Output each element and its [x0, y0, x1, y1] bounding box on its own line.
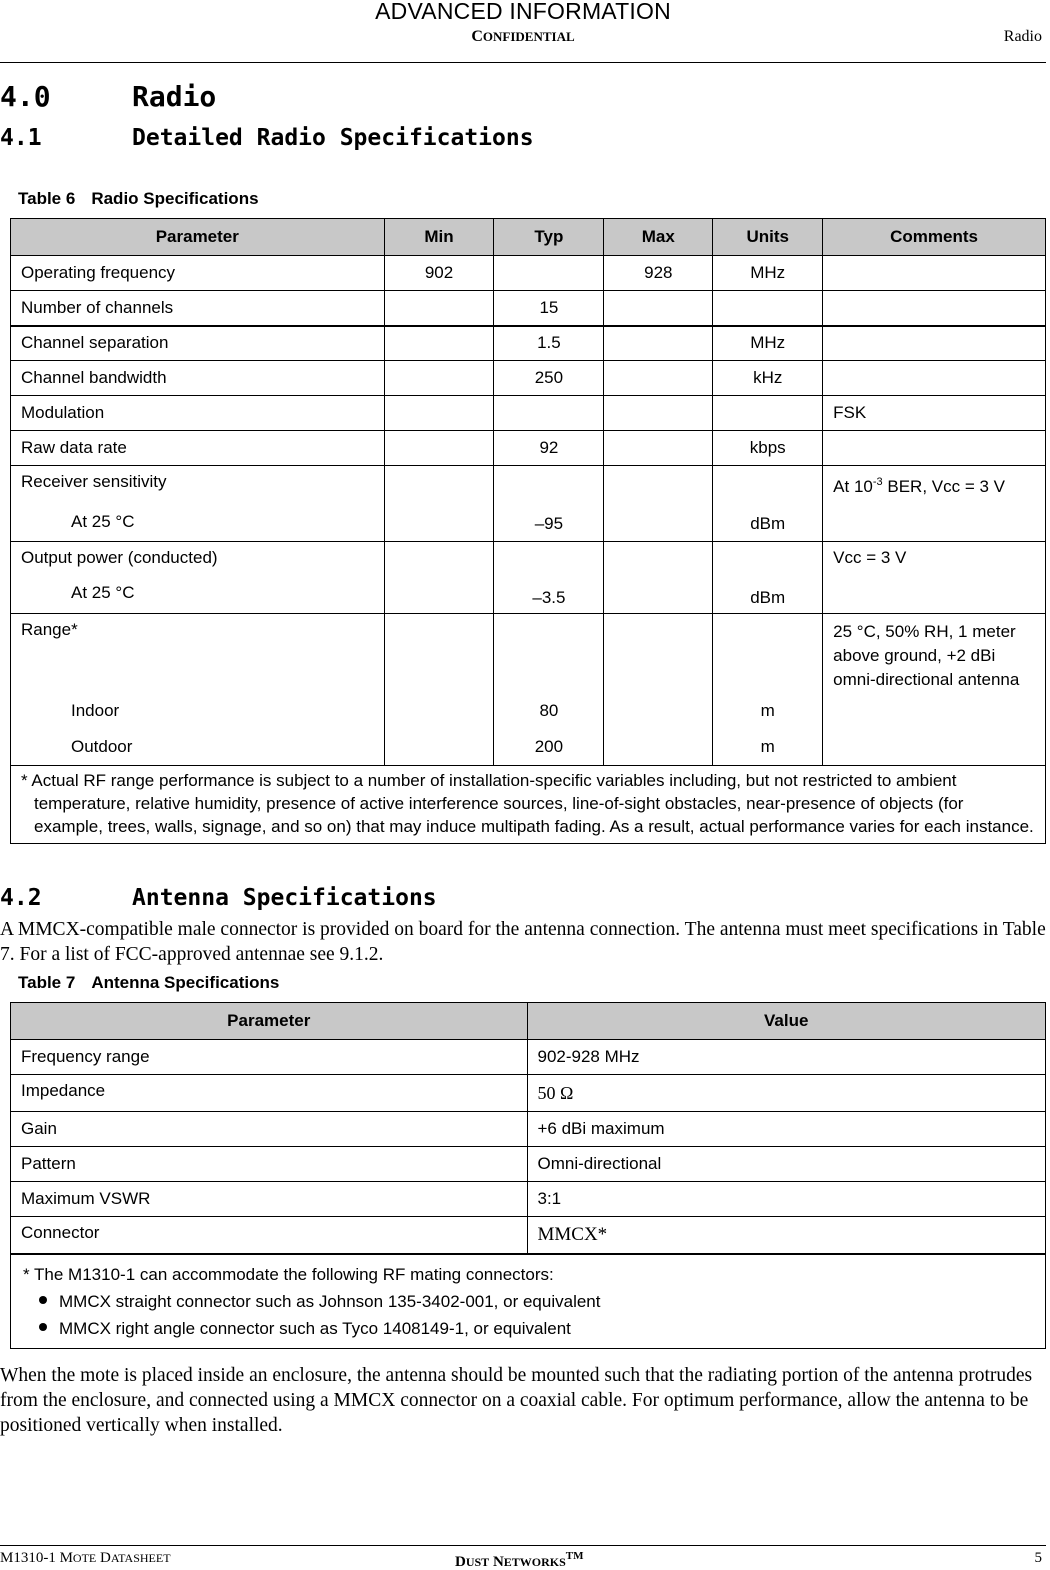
table7-caption: Table 7 Antenna Specifications — [18, 973, 280, 992]
table-row: Pattern Omni-directional — [11, 1147, 1046, 1182]
antenna-spec-table — [10, 1002, 1046, 1349]
table-header-row: Parameter Value — [11, 1003, 1046, 1040]
table6-footnote: * Actual RF range performance is subject to a number of installation-specific variables including, but not restricted to ambient temperature, relative humidity, presence of active interference sources, line-of-sight obstacles, near-presence of objects (for example, trees, walls, signage, and so on) that may induce multipath fading. As a result, actual performance varies for each instance. — [21, 771, 1034, 836]
table-row: Frequency range 902-928 MHz — [11, 1040, 1046, 1075]
watermark: ADVANCED INFORMATION — [375, 0, 671, 24]
table-row: Modulation FSK — [11, 396, 1046, 431]
footer-divider — [0, 1545, 1046, 1546]
antenna-intro-paragraph: A MMCX-compatible male connector is provided on board for the antenna connection. The antenna must meet specifications in Table 7. For a list of FCC-approved antennae see 9.1.2. — [0, 919, 1046, 965]
table-row: Channel bandwidth 250 kHz — [11, 361, 1046, 396]
table6-caption: Table 6 Radio Specifications — [18, 189, 259, 208]
table-footnote-row — [11, 1254, 1046, 1349]
table-row: Maximum VSWR 3:1 — [11, 1182, 1046, 1217]
table-row: Impedance 50 Ω — [11, 1075, 1046, 1112]
heading-4-0: 4.0 Radio — [0, 80, 217, 113]
table-row: Gain +6 dBi maximum — [11, 1112, 1046, 1147]
table-row-range: Range* Indoor Outdoor 80 200 m m 25 °C, 50% RH, 1 meter above ground, +2 dBi omni-directional antenna — [11, 614, 1046, 766]
confidential-label: CONFIDENTIAL — [471, 28, 575, 45]
table7-footnote: * The M1310-1 can accommodate the following RF mating connectors: — [23, 1264, 554, 1284]
table-row-output-power: Output power (conducted) At 25 °C –3.5 dBm Vcc = 3 V — [11, 542, 1046, 614]
table-footnote-row — [11, 766, 1046, 844]
heading-4-2: 4.2 Antenna Specifications — [0, 885, 437, 911]
header-divider — [0, 62, 1046, 63]
table-row: Raw data rate 92 kbps — [11, 431, 1046, 466]
table-row: Connector MMCX* — [11, 1217, 1046, 1254]
heading-4-1: 4.1 Detailed Radio Specifications — [0, 125, 534, 151]
footer-doc-title: M1310-1 MOTE DATASHEET — [0, 1550, 171, 1566]
page-number: 5 — [1034, 1550, 1042, 1566]
footer-company: DUST NETWORKS™ — [455, 1550, 584, 1570]
table-row: Operating frequency 902 928 MHz — [11, 256, 1046, 291]
table-row: Number of channels 15 — [11, 291, 1046, 326]
table-row: Channel separation 1.5 MHz — [11, 326, 1046, 361]
list-item: MMCX straight connector such as Johnson 135-3402-001, or equivalent — [23, 1288, 1035, 1315]
enclosure-paragraph: When the mote is placed inside an enclosure, the antenna should be mounted such that the radiating portion of the antenna protrudes from the enclosure, and connected using a MMCX connector on a coaxial cable. For optimum performance, allow the antenna to be positioned vertically when installed. — [0, 1365, 1033, 1436]
list-item: MMCX right angle connector such as Tyco 1408149-1, or equivalent — [23, 1315, 1035, 1342]
header-section-name: Radio — [1003, 28, 1042, 45]
table-row-receiver-sensitivity: Receiver sensitivity At 25 °C –95 dBm At $10^{-3}$ BER, Vcc = 3 V — [11, 466, 1046, 542]
table-header-row: Parameter Min Typ Max Units Comments — [11, 219, 1046, 256]
radio-spec-table — [10, 218, 1046, 844]
